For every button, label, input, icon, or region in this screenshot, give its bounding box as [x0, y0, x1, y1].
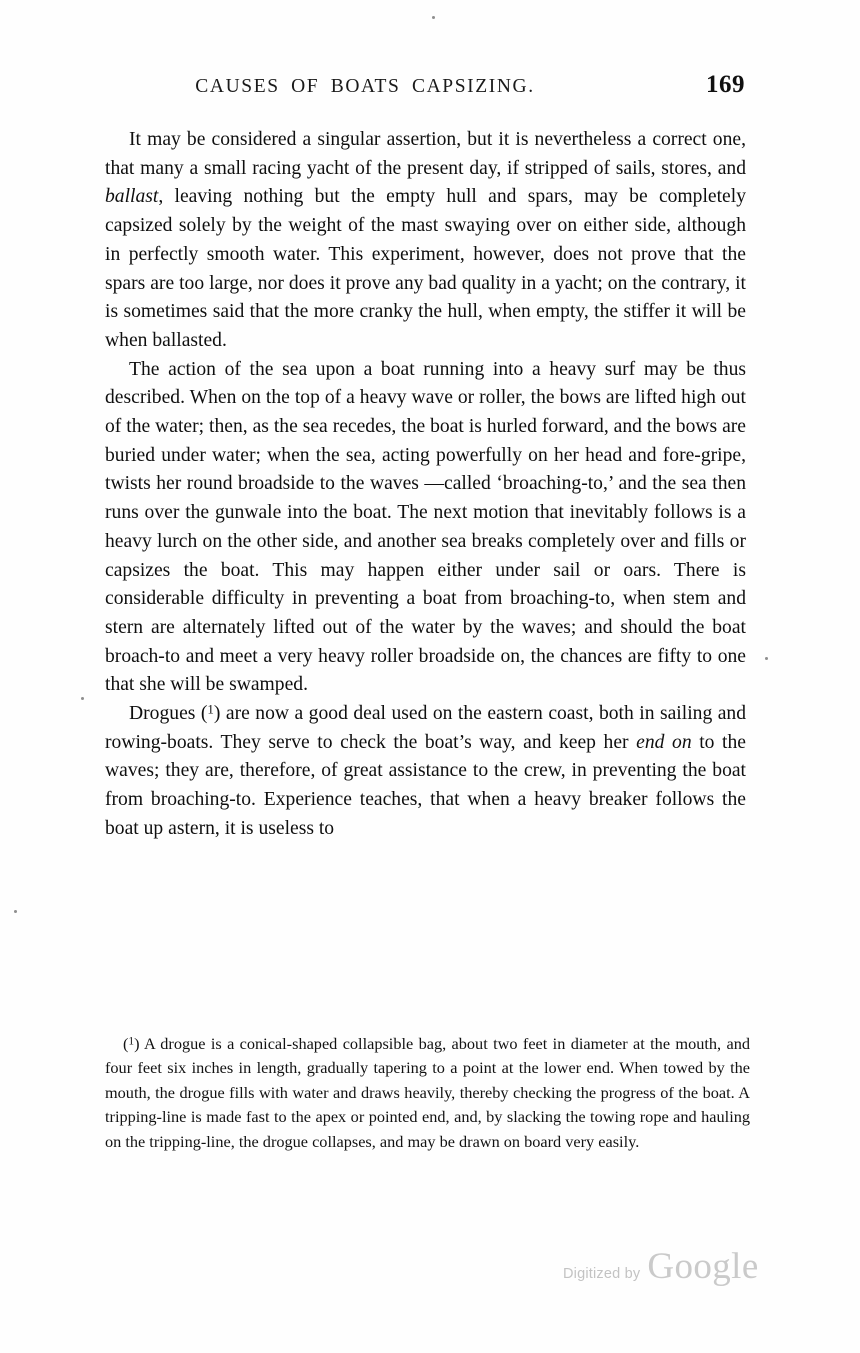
paragraph: [105, 356, 746, 700]
scan-speckle: [765, 657, 768, 660]
footnote-marker: 1: [207, 701, 214, 717]
scan-speckle: [432, 16, 435, 19]
watermark-prefix: Digitized by: [563, 1266, 641, 1282]
text-run: The action of the sea upon a boat running into a heavy surf may be thus described. When on the top of a heavy wave or roller, the bows are lifted high out of the water; then, as the sea recedes, the boat is hurled forward, and the bows are buried under water; when the sea, acting powerfully on her head and fore-gripe, twists her round broadside to the waves —called ‘broaching-to,’ and the sea then runs over the gunwale into the boat. The next motion that inevitably follows is a heavy lurch on the other side, and another sea breaks completely over and fills or capsizes the boat. This may happen either under sail or oars. There is considerable difficulty in preventing a boat from broaching-to, when stem and stern are alternately lifted out of the water by the waves; and should the boat broach-to and meet a very heavy roller broadside on, the chances are fifty to one that she will be swamped.: [105, 358, 746, 696]
text-run: (: [123, 1034, 129, 1053]
text-run: , leaving nothing but the empty hull and spars, may be completely capsized solely by the weight of the mast swaying over on either side, although in perfectly smooth water. This experiment, however, does not prove that the spars are too large, nor does it prove any bad quality in a yacht; on the contrary, it is sometimes said that the more cranky the hull, when empty, the stiffer it will be when ballasted.: [105, 186, 746, 351]
italic-text: ballast: [105, 186, 159, 208]
watermark-brand: Google: [647, 1246, 759, 1287]
paragraph: [105, 700, 746, 844]
footnote-marker: 1: [128, 1035, 135, 1048]
paragraph: [105, 126, 746, 356]
text-run: to the waves; they are, therefore, of great assistance to the crew, in preventing the boat from broaching-to. Experience teaches, that when a heavy breaker follows the boat up astern, it is useless to: [105, 731, 746, 839]
running-head-title: CAUSES OF BOATS CAPSIZING.: [195, 76, 535, 97]
scan-speckle: [81, 697, 84, 700]
footnote-block: [105, 1032, 750, 1154]
text-run: ) are now a good deal used on the eastern coast, both in sailing and rowing-boats. They serve to check the boat’s way, and keep her: [105, 703, 747, 753]
running-head: [105, 71, 745, 106]
body-text-block: [105, 126, 746, 844]
italic-text: end on: [636, 731, 692, 753]
scan-speckle: [14, 910, 17, 913]
digitized-by-watermark: [563, 1248, 759, 1285]
text-run: It may be considered a singular assertion, but it is nevertheless a correct one, that many a small racing yacht of the present day, if stripped of sails, stores, and: [105, 129, 746, 179]
text-run: Drogues (: [129, 703, 208, 725]
text-run: ) A drogue is a conical-shaped collapsible bag, about two feet in diameter at the mouth, and four feet six inches in length, gradually tapering to a point at the lower end. When towed by the mouth, the drogue fills with water and draws heavily, thereby checking the progress of the boat. A tripping-line is made fast to the apex or pointed end, and, by slacking the towing rope and hauling on the tripping-line, the drogue collapses, and may be drawn on board very easily.: [105, 1034, 750, 1151]
footnote-text: [105, 1032, 750, 1154]
page-number: 169: [706, 71, 745, 98]
